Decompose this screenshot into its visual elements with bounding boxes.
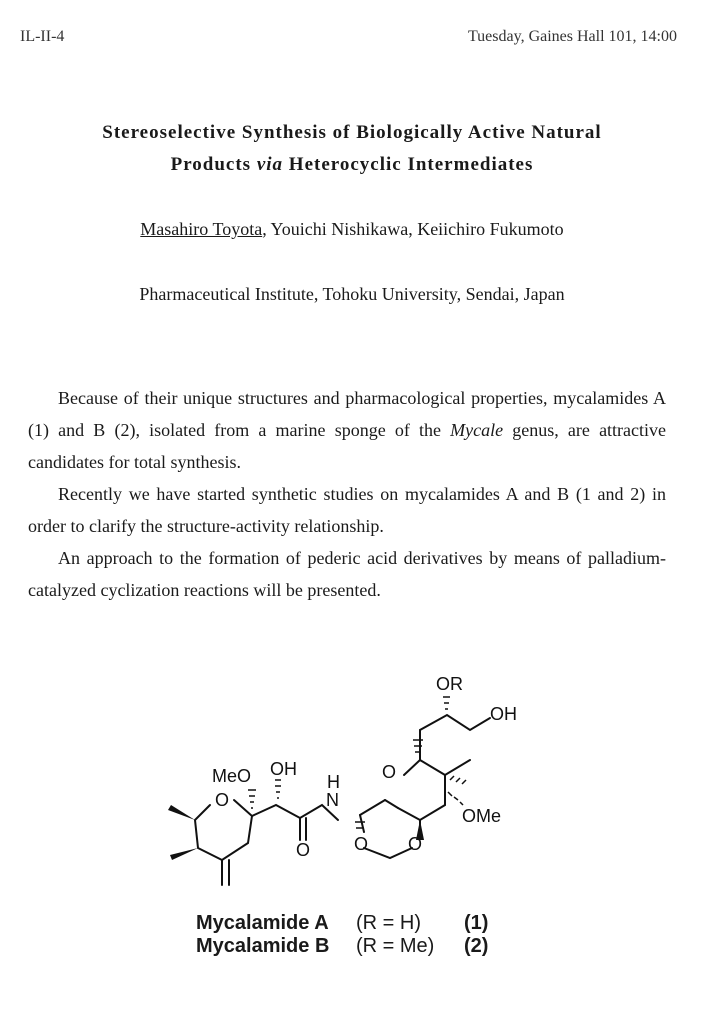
abstract-text: ) and B ( bbox=[43, 420, 121, 440]
o-ring-left-label: O bbox=[215, 790, 230, 810]
abstract-paragraph-3: An approach to the formation of pederic acid derivatives by means of palladium-catalyzed cyclization reactions will be presented. bbox=[28, 548, 666, 600]
abstract bbox=[28, 382, 666, 606]
title-products: Products bbox=[170, 154, 252, 175]
session-time-location: Tuesday, Gaines Hall 101, 14:00 bbox=[467, 28, 677, 45]
o-carbonyl-label: O bbox=[296, 840, 311, 860]
compound-name: Mycalamide B bbox=[196, 935, 330, 957]
h-label: H bbox=[327, 772, 340, 792]
session-code: IL-II-4 bbox=[20, 28, 65, 45]
title-line-1: Stereoselective Synthesis of Biologically Active Natural bbox=[102, 122, 602, 143]
caption-row-b bbox=[196, 935, 488, 958]
r-group: (R = Me) bbox=[356, 935, 435, 957]
caption-row-a bbox=[196, 912, 488, 935]
compound-name: Mycalamide A bbox=[196, 912, 329, 934]
or-label: OR bbox=[436, 674, 463, 694]
n-label: N bbox=[326, 790, 339, 810]
authors bbox=[0, 219, 704, 240]
co-authors: , Youichi Nishikawa, Keiichiro Fukumoto bbox=[262, 219, 564, 239]
compound-number: (2) bbox=[464, 935, 489, 957]
title-heterocyclic: Heterocyclic Intermediates bbox=[288, 154, 534, 175]
affiliation: Pharmaceutical Institute, Tohoku University, Sendai, Japan bbox=[139, 284, 565, 304]
compound-ref: 2 bbox=[120, 420, 130, 440]
o-acetal-right-label: O bbox=[408, 834, 423, 854]
abstract-text: Recently we have started synthetic studies on mycalamides A and B ( bbox=[58, 484, 582, 504]
r-group: (R = H) bbox=[356, 912, 421, 934]
oh-label: OH bbox=[270, 759, 297, 779]
compound-ref: 1 bbox=[581, 484, 591, 504]
o-acetal-left-label: O bbox=[354, 834, 369, 854]
abstract-text: genus, are attractive candidates for total synthesis. bbox=[28, 420, 667, 472]
abstract-text: Because of their unique structures and pharmacological properties, mycalamides A ( bbox=[28, 388, 666, 440]
presenting-author: Masahiro Toyota bbox=[140, 219, 263, 239]
mycalamide-structure bbox=[150, 665, 550, 900]
o-ring-right-label: O bbox=[382, 762, 397, 782]
meo-label: MeO bbox=[212, 766, 252, 786]
compound-number: (1) bbox=[464, 912, 489, 934]
oh-top-label: OH bbox=[490, 704, 517, 724]
title-line-2 bbox=[0, 149, 704, 181]
abstract-text: and bbox=[590, 484, 631, 504]
abstract-paragraph-1 bbox=[28, 382, 666, 478]
title-via: via bbox=[256, 154, 284, 175]
abstract-text: ) in order to clarify the structure-activity relationship. bbox=[28, 484, 666, 536]
abstract-text: ), isolated from a marine sponge of the bbox=[129, 420, 441, 440]
abstract-paragraph-2 bbox=[28, 478, 666, 542]
genus-name: Mycale bbox=[450, 420, 504, 440]
compound-ref: 2 bbox=[630, 484, 640, 504]
paper-title bbox=[0, 117, 704, 181]
compound-ref: 1 bbox=[34, 420, 43, 440]
ome-label: OMe bbox=[462, 806, 502, 826]
structure-caption bbox=[196, 912, 488, 958]
